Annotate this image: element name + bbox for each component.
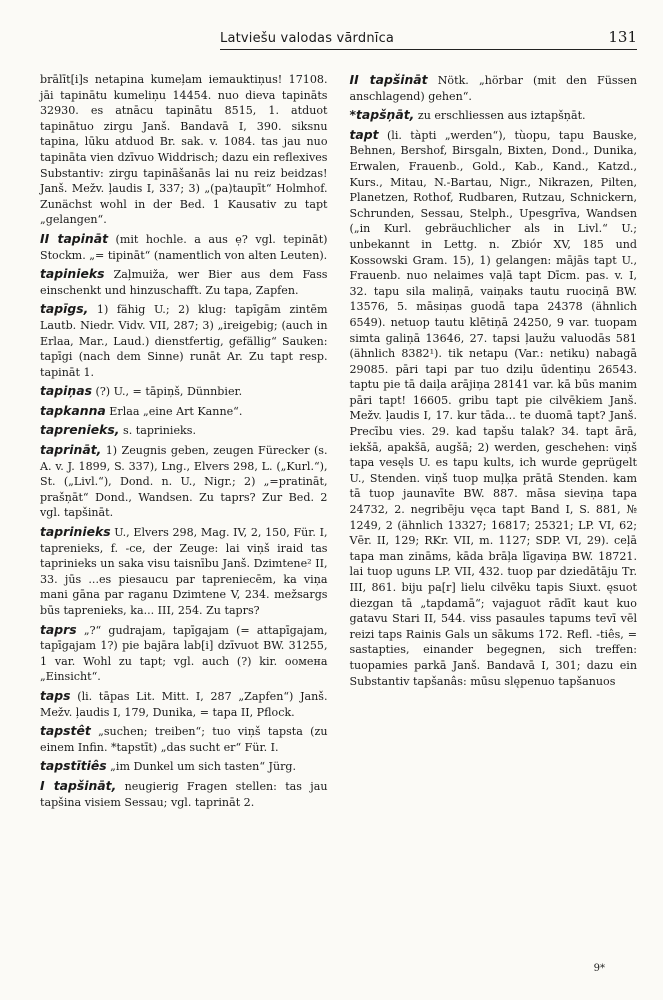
entry-text: (?) U., = tāpiņš, Dünnbier. — [91, 385, 243, 399]
right-column — [350, 72, 638, 813]
entry-headword: II tapšināt — [349, 72, 428, 87]
entry-text: (mit hochle. a aus ẹ? vgl. tepināt) Stockm. „= tipināt“ (namentlich von alten Leuten). — [40, 232, 328, 262]
entry-text: s. taprinieks. — [119, 424, 196, 438]
text-columns — [40, 72, 637, 813]
entry-text: 1) fähig U.; 2) klug: tapīgām zintēm Lautb. Niedr. Vidv. VII, 287; 3) „ireigebig; (auch in Erlaa, Mar., Laud.) dienstfertig, gefällig“ Sauken: tapīgi (nach dem Sinne) runāt Ar. Zu tapt resp. tapināt 1. — [40, 303, 328, 379]
dictionary-entry — [40, 301, 328, 380]
entry-headword: tapīgs, — [40, 301, 89, 317]
entry-text: U., Elvers 298, Mag. IV, 2, 150, Für. I, taprenieks, f. -ce, der Zeuge: lai viņš iraid tas taprinieks un saka visu taisnību Janš. Dzimtene² II, 33. jūs ...es piesaucu par taprenieсēm, ka viņa mani gāna par raganu Dzimtene V, 234. mežsargs būs taprenieks, ka... III, 254. Zu taprs? — [40, 526, 328, 617]
entry-text: (li. tàpti „werden“), tùopu, tapu Bauske, Behnen, Bershof, Birsgaln, Bixten, Dond., Dunika, Erwalen, Frauenb., Gold., Kab., Kand., Katzd., Kurs., Mitau, N.-Bartau, Nigr., Nikrazen, Pilten, Planetzen, Rothof, Rudbaren, Rutzau, Schnickern, Schrunden, Sessau, Stelph., Upesgrīva, Wandsen („in Kurl. gebräuchlicher als in Livl.“ U.; unbekannt in Lettg. n. Zbiór XV, 185 und Kossowski Gram. 15), 1) gelangen: mājās tapt U., Frauenb. nuo nelaimes vaļā tapt Dīcm. pas. v. I, 32. tapu sila maliņā, vaiņaks tautu ruociņā BW. 13576, 5. māsiņas guodā tapa 24378 (ähnlich 6549). netuop tautu klētiņā 24250, 9 var. tuopam simta galiņā 13646, 27. tapsi ļaužu valuodās 581 (ähnlich 8382¹). tik netapu (Var.: netiku) nabagā 29085. pāri tapi par tuo dziļu ūdentiņu 26543. taptu pie tā daiļa arājiņa 28141 var. kā būs manim pāri tapt! 16605. gribu tapt pie cilvēkiem Janš. Mežv. ļaudis I, 17. kur tāda... te duomā tapt? Janš. Precību vies. 29. kad tapšu talak? 34. tapt ārā, iekšā, apakšā, augšā; 2) werden, geschehen: viņš tapa vesęls U. es tapu kults, ich wurde geprügelt U., Stenden. viņš tuop muļķa prātā Stenden. kam tā tuop jaunavīte BW. 887. māsa sieviņa tapa 24732, 2. negribēju vęca tapt Band I, S. 881, № 1249, 2 (ähnlich 13327; 16817; 25321; LP. VI, 62; Vēr. II, 129; RKr. VII, m. 1127; SDP. VI, 29). ceļā tapa man zināms, kāda brāļa līgaviņa BW. 18721. lai tuop uguns LP. VII, 432. tuop par dziedātāju Tr. III, 861. biju pa[r] lielu cilvēku tapis Siuxt. ęsuot diezgan tā „tapdamā“; vajaguot rādīt kaut kuo gatavu Stari II, 544. viss pasaules tapums tevī vēl reizi taps Rainis Gals un sākums 172. Refl. -tiês, = sastapties, einander begegnen, sich treffen: tuopamies parkā Janš. Bandavā I, 301; dazu ein Substantiv tapšanâs: mūsu slępenuo tapšanuos — [349, 128, 637, 688]
dictionary-entry — [350, 107, 638, 124]
dictionary-entry — [40, 383, 328, 400]
entry-text: zu erschliessen aus iztapšņāt. — [414, 109, 586, 123]
entry-headword: tapstītiês — [40, 758, 107, 774]
entry-headword: I tapšināt, — [40, 777, 117, 793]
entry-text: neugierig Fragen stellen: tas jau tapšina visiem Sessau; vgl. taprināt 2. — [40, 779, 328, 809]
entry-headword: taps — [40, 687, 71, 703]
dictionary-entry — [40, 403, 328, 420]
entry-headword: *tapšņāt, — [349, 107, 415, 123]
entry-text: Erlaa „eine Art Kanne“. — [105, 404, 243, 418]
entry-headword: tapstêt — [40, 723, 91, 739]
entry-text: Zaļmuiža, wer Bier aus dem Fass einschenkt und hinzuschafft. Zu tapa, Zapfen. — [40, 268, 328, 297]
dictionary-entry — [40, 266, 328, 298]
dictionary-entry — [40, 758, 328, 775]
dictionary-entry — [40, 422, 328, 439]
entry-headword: tapt — [349, 126, 379, 142]
entry-text: brālīt[i]s netapina kumeļam iemauktiņus! 17108. jāi tapinātu kumeliņu 14454. nuo dieva tapināts 32930. es atnācu tapinātu 8515, 1. atduot tapinātuo zirgu Janš. Bandavā I, 390. siksnu tapina, lūku atduod Br. sak. v. 1084. tas jau nuo tapināta vien dzīvuo Widdrisch; dazu ein reflexives Substantiv: zirgu tapināšanās lai nu reiz beidzas! Janš. Mežv. ļaudis I, 337; 3) „(pa)taupīt“ Holmhof. Zunächst wohl in der Bed. 1 Kausativ zu tapt „gelangen“. — [40, 73, 328, 227]
entry-headword: taprs — [40, 621, 77, 637]
signature-mark: 9* — [593, 963, 605, 974]
dictionary-entry — [350, 72, 638, 104]
dictionary-entry — [40, 231, 328, 263]
entry-headword: taprināt, — [40, 442, 102, 458]
entry-text: 1) Zeugnis geben, zeugen Fürecker (s. A. v. J. 1899, S. 337), Lng., Elvers 298, L. („Kurl.“), St. („Livl.“), Dond. n. U., Nigr.; 2) „=pratināt, prašņāt“ Dond., Wandsen. Zu taprs? Zur Bed. 2 vgl. tapšināt. — [40, 444, 328, 520]
entry-text: Nötk. „hörbar (mit den Füssen anschlagend) gehen“. — [349, 74, 637, 103]
dictionary-entry — [40, 723, 328, 755]
dictionary-entry — [40, 442, 328, 521]
entry-text: „?“ gudrajam, tapīgajam (= attapīgajam, tapīgajam 1?) pie bajāra lab[i] dzīvuot BW. 31255, 1 var. Wohl zu tapt; vgl. auch (?) kir. ооменa „Einsicht“. — [40, 623, 328, 684]
dictionary-entry — [40, 622, 328, 685]
entry-headword: II tapināt — [40, 230, 109, 246]
entry-text: „suchen; treiben“; tuo viņš tapsta (zu einem Infin. *tapstīt) „das sucht er“ Für. I. — [40, 725, 328, 754]
entry-text: (li. tāpas Lit. Mitt. I, 287 „Zapfen“) Janš. Mežv. ļaudis I, 179, Dunika, = tapa II, Pflock. — [40, 689, 328, 719]
entry-headword: tapiņas — [40, 383, 92, 399]
entry-headword: tapinieks — [40, 266, 105, 282]
entry-headword: taprenieks, — [40, 422, 120, 438]
dictionary-entry — [40, 524, 328, 619]
dictionary-entry — [40, 778, 328, 810]
left-column — [40, 72, 328, 813]
dictionary-entry — [40, 688, 328, 720]
entry-text: „im Dunkel um sich tasten“ Jürg. — [106, 760, 297, 774]
dictionary-entry — [350, 127, 638, 689]
running-title: Latviešu valodas vārdnīca — [220, 31, 395, 46]
entry-headword: tapkanna — [40, 402, 106, 418]
running-header — [220, 28, 637, 50]
dictionary-entry — [40, 72, 328, 228]
page-number: 131 — [608, 28, 637, 46]
entry-headword: taprinieks — [40, 524, 111, 540]
